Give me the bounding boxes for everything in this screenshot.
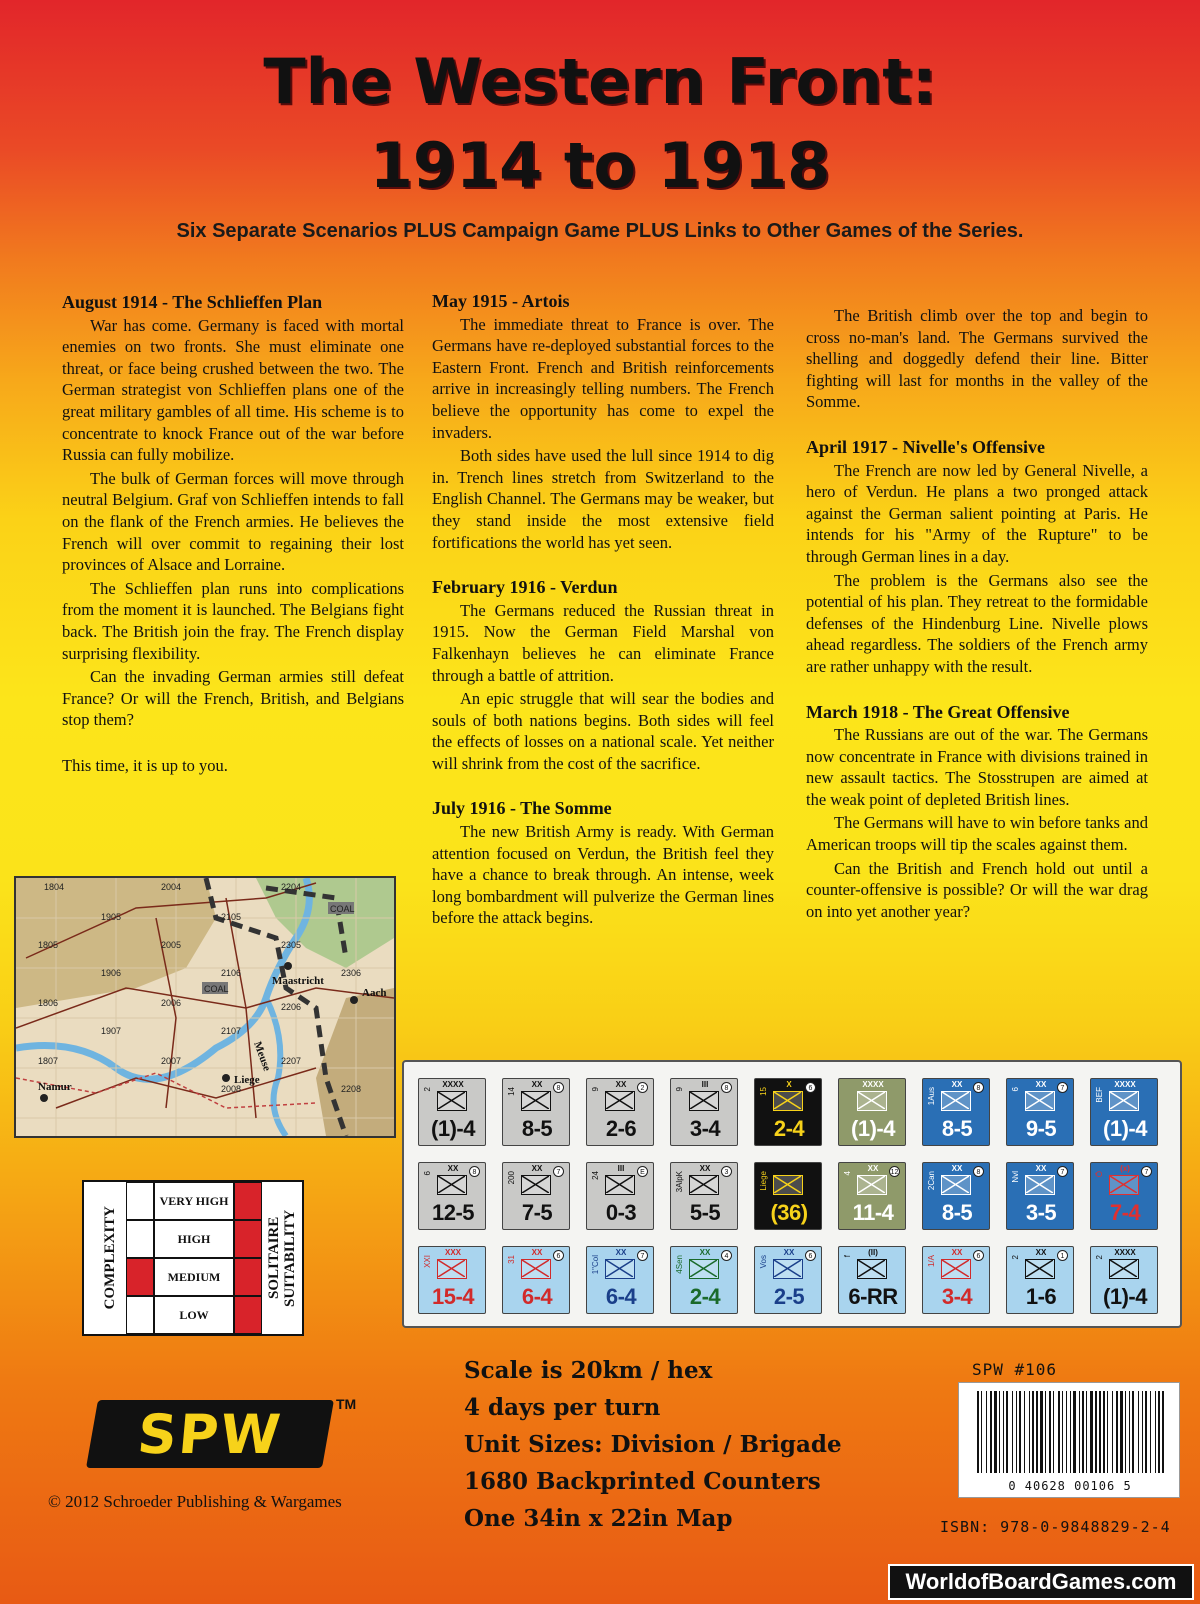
- unit-symbol: [605, 1091, 635, 1111]
- barcode-bar: [986, 1391, 987, 1473]
- hex-label: 2208: [341, 1084, 362, 1094]
- unit-ident: 24: [591, 1171, 600, 1180]
- barcode-bar: [1090, 1391, 1093, 1473]
- paragraph: Both sides have used the lull since 1914 to dig in. Trench lines stretch from Switzerland to the English Channel. The Germans may be weaker, but they stand inside the most extensive field fortifications the world has yet seen.: [432, 446, 774, 552]
- unit-symbol: [1025, 1091, 1055, 1111]
- unit-symbol: [605, 1175, 635, 1195]
- spec-map: One 34in x 22in Map: [464, 1505, 733, 1532]
- complexity-table: [82, 1180, 304, 1336]
- unit-value: 2-4: [689, 1284, 721, 1309]
- heading-march-1918: March 1918 - The Great Offensive: [806, 701, 1070, 722]
- unit-symbol: [857, 1259, 887, 1279]
- unit-ident: 1Aus: [927, 1087, 936, 1106]
- title-line-2: 1914 to 1918: [369, 129, 831, 202]
- unit-size: XX: [783, 1248, 795, 1257]
- solitaire-marker: [234, 1258, 262, 1296]
- unit-counter: [922, 1162, 990, 1230]
- watermark: WorldofBoardGames.com: [888, 1564, 1194, 1600]
- unit-symbol: [857, 1091, 887, 1111]
- hex-label: 2008: [221, 1084, 242, 1094]
- unit-symbol: [1109, 1175, 1139, 1195]
- unit-symbol: [1109, 1259, 1139, 1279]
- unit-symbol: [689, 1091, 719, 1111]
- unit-value: 3-4: [689, 1116, 721, 1141]
- unit-badge: 12: [889, 1166, 900, 1177]
- map-graphic: [16, 878, 394, 1136]
- hex-label: 2004: [161, 882, 182, 892]
- unit-badge: 8: [973, 1166, 984, 1177]
- counter-sample-panel: [402, 1060, 1182, 1328]
- unit-symbol: [1025, 1259, 1055, 1279]
- paragraph: The Germans will have to win before tanks and American troops will tip the scales against them.: [806, 813, 1148, 855]
- heading-may-1915: May 1915 - Artois: [432, 291, 570, 311]
- unit-ident: 15: [759, 1087, 768, 1096]
- unit-size: XX: [615, 1080, 627, 1089]
- unit-symbol: [773, 1259, 803, 1279]
- barcode-bar: [1125, 1391, 1126, 1473]
- unit-badge: 2: [637, 1082, 648, 1093]
- unit-counter: [418, 1246, 486, 1314]
- paragraph: The Schlieffen plan runs into complications from the moment it is launched. The Belgians fight back. The British join the fray. The French display surprising flexibility.: [62, 578, 404, 663]
- heading-april-1917: April 1917 - Nivelle's Offensive: [806, 436, 1045, 457]
- unit-symbol: [689, 1175, 719, 1195]
- barcode-bar: [999, 1391, 1000, 1473]
- unit-badge: 8: [553, 1082, 564, 1093]
- hex-label: 2207: [281, 1056, 302, 1066]
- hex-label: 1804: [44, 882, 65, 892]
- unit-ident: Ö: [1095, 1171, 1104, 1178]
- barcode-bar: [1049, 1391, 1051, 1473]
- unit-counter: [670, 1078, 738, 1146]
- unit-ident: 1"Col: [591, 1255, 600, 1275]
- barcode-bar: [1045, 1391, 1046, 1473]
- unit-size: XXXX: [1114, 1248, 1136, 1257]
- unit-symbol: [941, 1259, 971, 1279]
- unit-value: (1)-4: [1103, 1116, 1147, 1141]
- unit-symbol: [689, 1259, 719, 1279]
- unit-badge: 7: [1057, 1166, 1068, 1177]
- barcode-bar: [1029, 1391, 1030, 1473]
- unit-value: 3-5: [1025, 1200, 1057, 1225]
- unit-value: 8-5: [941, 1116, 973, 1141]
- hex-label: 2106: [221, 968, 242, 978]
- barcode-bar: [1079, 1391, 1080, 1473]
- unit-ident: 4: [843, 1171, 852, 1176]
- unit-badge: 8: [721, 1082, 732, 1093]
- barcode-bar: [1132, 1391, 1134, 1473]
- unit-size: XX: [951, 1164, 963, 1173]
- barcode-bar: [1129, 1391, 1130, 1473]
- unit-value: 6-RR: [848, 1284, 898, 1309]
- hex-label: 2306: [341, 968, 362, 978]
- unit-value: 8-5: [521, 1116, 553, 1141]
- barcode-bar: [1086, 1391, 1087, 1473]
- solitaire-marker: [234, 1182, 262, 1220]
- spw-logo: SPW: [86, 1400, 334, 1468]
- unit-value: 8-5: [941, 1200, 973, 1225]
- barcode-bar: [1142, 1391, 1143, 1473]
- copyright: © 2012 Schroeder Publishing & Wargames: [48, 1492, 342, 1511]
- hex-label: 1905: [101, 912, 122, 922]
- barcode-bar: [977, 1391, 979, 1473]
- unit-counter: [586, 1246, 654, 1314]
- product-code: SPW #106: [972, 1360, 1058, 1379]
- unit-ident: 2: [1011, 1255, 1020, 1260]
- unit-symbol: [1109, 1091, 1139, 1111]
- barcode-bar: [1003, 1391, 1004, 1473]
- unit-ident: Liege: [759, 1171, 768, 1191]
- unit-size: XX: [531, 1248, 543, 1257]
- barcode-bar: [1155, 1391, 1156, 1473]
- barcode-bar: [1058, 1391, 1060, 1473]
- unit-badge: 7: [637, 1250, 648, 1261]
- unit-size: XX: [531, 1164, 543, 1173]
- unit-counter: [754, 1246, 822, 1314]
- unit-value: (1)-4: [851, 1116, 895, 1141]
- city-maastricht: Maastricht: [272, 975, 324, 987]
- unit-size: XXXX: [1114, 1080, 1136, 1089]
- unit-counter: [586, 1078, 654, 1146]
- unit-badge: 8: [973, 1082, 984, 1093]
- hex-label: 2107: [221, 1026, 242, 1036]
- unit-value: (36): [770, 1200, 808, 1225]
- paragraph: The British climb over the top and begin to cross no-man's land. The Germans survived the shelling and doggedly defend their line. Bitter fighting will last for months in the valley of the Somme.: [806, 306, 1148, 412]
- hex-label: 2006: [161, 998, 182, 1008]
- unit-badge: E: [637, 1166, 648, 1177]
- unit-counter: [418, 1162, 486, 1230]
- hex-label: 1806: [38, 998, 59, 1008]
- unit-badge: 7: [1057, 1082, 1068, 1093]
- unit-value: 2-6: [605, 1116, 637, 1141]
- unit-badge: 4: [721, 1250, 732, 1261]
- hex-label: 2204: [281, 882, 302, 892]
- unit-counter: [418, 1078, 486, 1146]
- hex-label: 1807: [38, 1056, 59, 1066]
- unit-counter: [1006, 1162, 1074, 1230]
- unit-size: XX: [1035, 1248, 1047, 1257]
- unit-size: XX: [699, 1164, 711, 1173]
- unit-badge: 7: [1141, 1166, 1152, 1177]
- coal-label: COAL: [330, 904, 355, 914]
- paragraph: The problem is the Germans also see the potential of his plan. They retreat to the formidable defenses of the Hindenburg Line. Nivelle plows ahead regardless. The soldiers of the French army are rather unhappy with the result.: [806, 570, 1148, 676]
- hex-label: 1805: [38, 940, 59, 950]
- heading-july-1916: July 1916 - The Somme: [432, 798, 612, 819]
- barcode-bar: [1053, 1391, 1054, 1473]
- unit-size: XX: [1035, 1164, 1047, 1173]
- coal-label: COAL: [204, 984, 229, 994]
- barcode-bar: [981, 1391, 982, 1473]
- city-liege: Liege: [234, 1074, 260, 1086]
- complexity-label: COMPLEXITY: [102, 1206, 118, 1310]
- unit-ident: 3AlpK: [675, 1171, 684, 1193]
- barcode-bar: [1082, 1391, 1084, 1473]
- unit-size: XX: [867, 1164, 879, 1173]
- unit-symbol: [857, 1175, 887, 1195]
- unit-symbol: [773, 1175, 803, 1195]
- barcode-bar: [1116, 1391, 1118, 1473]
- unit-badge: 7: [553, 1166, 564, 1177]
- unit-value: 12-5: [431, 1200, 475, 1225]
- paragraph: The immediate threat to France is over. The Germans have re-deployed substantial forces to the Eastern Front. French and British reinforcements arrive in increasingly telling numbers. The French believe the opportunity has come to expel the invaders.: [432, 314, 774, 442]
- unit-counter: [670, 1246, 738, 1314]
- complexity-marker: [126, 1296, 154, 1334]
- spec-scale: Scale is 20km / hex: [464, 1357, 713, 1384]
- barcode-bar: [1006, 1391, 1008, 1473]
- unit-size: XX: [951, 1248, 963, 1257]
- unit-ident: 2Can: [927, 1171, 936, 1191]
- solitaire-label: SOLITAIRE SUITABILITY: [266, 1209, 298, 1307]
- solitaire-marker: [234, 1296, 262, 1334]
- closing-line: This time, it is up to you.: [62, 755, 228, 775]
- unit-counter: [1090, 1078, 1158, 1146]
- unit-symbol: [437, 1259, 467, 1279]
- unit-ident: 9: [591, 1087, 600, 1092]
- unit-ident: 4Sen: [675, 1255, 684, 1274]
- unit-counter: [502, 1246, 570, 1314]
- text-column-1: [62, 292, 404, 778]
- paragraph: The Germans reduced the Russian threat in 1915. Now the German Field Marshal von Falkenhayn believes he can eliminate France through a battle of attrition.: [432, 600, 774, 685]
- unit-counter: [502, 1078, 570, 1146]
- unit-ident: XXI: [423, 1255, 432, 1268]
- barcode-bar: [1150, 1391, 1151, 1473]
- city-namur: Namur: [38, 1081, 72, 1093]
- city-marker: [222, 1074, 230, 1082]
- unit-size: (x): [1120, 1164, 1130, 1173]
- unit-symbol: [941, 1091, 971, 1111]
- unit-symbol: [941, 1175, 971, 1195]
- unit-ident: f: [843, 1255, 852, 1258]
- barcode-bar: [1073, 1391, 1076, 1473]
- unit-value: 9-5: [1025, 1116, 1057, 1141]
- barcode: [958, 1382, 1180, 1498]
- barcode-bar: [1112, 1391, 1113, 1473]
- complexity-level: LOW: [154, 1296, 234, 1334]
- complexity-marker: [126, 1258, 154, 1296]
- unit-badge: 8: [469, 1166, 480, 1177]
- spec-counters: 1680 Backprinted Counters: [464, 1468, 821, 1495]
- complexity-level: MEDIUM: [154, 1258, 234, 1296]
- barcode-bars: [973, 1391, 1167, 1473]
- barcode-bar: [1162, 1391, 1164, 1473]
- unit-size: XX: [447, 1164, 459, 1173]
- unit-symbol: [521, 1091, 551, 1111]
- barcode-bar: [994, 1391, 997, 1473]
- unit-counter: [838, 1246, 906, 1314]
- paragraph: War has come. Germany is faced with mortal enemies on two fronts. She must eliminate one threat, or face being crushed between the two. The German strategist von Schlieffen plans one of the great military gambles of all time. His scheme is to concentrate to knock France out of the war before Russia can fully mobilize.: [62, 315, 404, 465]
- barcode-digits: 0 40628 00106 5: [1008, 1479, 1132, 1493]
- paragraph: An epic struggle that will sear the bodies and souls of both nations begins. Both sides will feel the effects of losses on a national scale. Yet neither will shrink from the cost of the sacrifice.: [432, 689, 774, 773]
- unit-size: III: [617, 1164, 625, 1173]
- unit-size: XX: [1035, 1080, 1047, 1089]
- spec-units: Unit Sizes: Division / Brigade: [464, 1431, 842, 1458]
- barcode-bar: [1095, 1391, 1097, 1473]
- unit-size: XX: [699, 1248, 711, 1257]
- paragraph: The new British Army is ready. With German attention focused on Verdun, the British feel they have a chance to break through. An intense, week long bombardment will pulverize the German lines before the attack begins.: [432, 822, 774, 928]
- text-column-3: [806, 305, 1148, 924]
- complexity-level: VERY HIGH: [154, 1182, 234, 1220]
- unit-counter: [1006, 1078, 1074, 1146]
- spec-turn: 4 days per turn: [464, 1394, 661, 1421]
- unit-value: 15-4: [431, 1284, 475, 1309]
- unit-symbol: [521, 1259, 551, 1279]
- paragraph: Can the invading German armies still defeat France? Or will the French, British, and Belgians stop them?: [62, 667, 404, 730]
- heading-august-1914: August 1914 - The Schlieffen Plan: [62, 292, 323, 312]
- unit-ident: 1/A: [927, 1255, 936, 1268]
- unit-ident: 6: [423, 1171, 432, 1176]
- hex-label: 1906: [101, 968, 122, 978]
- unit-counter: [754, 1078, 822, 1146]
- unit-size: XXX: [444, 1248, 461, 1257]
- text-column-2: [432, 291, 774, 931]
- hex-label: 2305: [281, 940, 302, 950]
- barcode-bar: [1032, 1391, 1034, 1473]
- barcode-bar: [1019, 1391, 1021, 1473]
- unit-counter: [586, 1162, 654, 1230]
- unit-symbol: [605, 1259, 635, 1279]
- unit-counter: [838, 1162, 906, 1230]
- unit-ident: 14: [507, 1087, 516, 1096]
- barcode-bar: [990, 1391, 992, 1473]
- barcode-bar: [1107, 1391, 1108, 1473]
- barcode-bar: [1024, 1391, 1025, 1473]
- unit-badge: 6: [553, 1250, 564, 1261]
- hex-label: 2007: [161, 1056, 182, 1066]
- unit-symbol: [1025, 1175, 1055, 1195]
- unit-size: XXXX: [862, 1080, 884, 1089]
- barcode-bar: [1070, 1391, 1071, 1473]
- unit-counter: [670, 1162, 738, 1230]
- unit-counter: [754, 1162, 822, 1230]
- paragraph: The bulk of German forces will move through neutral Belgium. Graf von Schlieffen intends to fall on the flank of the French armies. He believes the French will over commit to regaining their lost provinces of Alsace and Lorraine.: [62, 468, 404, 575]
- barcode-bar: [1016, 1391, 1017, 1473]
- unit-ident: 9: [675, 1087, 684, 1092]
- unit-counter: [922, 1246, 990, 1314]
- unit-counter: [1006, 1246, 1074, 1314]
- unit-counter: [1090, 1162, 1158, 1230]
- unit-ident: 2: [1095, 1255, 1104, 1260]
- paragraph: Can the British and French hold out until a counter-offensive is possible? Or will the war drag on into yet another year?: [806, 858, 1148, 921]
- barcode-bar: [1062, 1391, 1063, 1473]
- city-marker: [350, 996, 358, 1004]
- city-marker: [284, 962, 292, 970]
- unit-badge: 1: [1057, 1250, 1068, 1261]
- unit-value: 1-6: [1025, 1284, 1057, 1309]
- unit-badge: 6: [805, 1082, 816, 1093]
- unit-value: 5-5: [689, 1200, 721, 1225]
- unit-value: 7-5: [521, 1200, 553, 1225]
- unit-counter: [838, 1078, 906, 1146]
- unit-ident: BEF: [1095, 1087, 1104, 1103]
- unit-ident: 31: [507, 1255, 516, 1264]
- paragraph: The Russians are out of the war. The Germans now concentrate in France with divisions trained in new assault tactics. The Stosstrupen are aimed at the weak point of depleted British lines.: [806, 725, 1148, 809]
- barcode-bar: [1040, 1391, 1043, 1473]
- city-marker: [40, 1094, 48, 1102]
- subtitle: Six Separate Scenarios PLUS Campaign Game PLUS Links to Other Games of the Series.: [176, 220, 1024, 242]
- unit-badge: 3: [721, 1166, 732, 1177]
- unit-size: XX: [615, 1248, 627, 1257]
- unit-value: (1)-4: [1103, 1284, 1147, 1309]
- city-aach: Aach: [362, 987, 387, 999]
- barcode-bar: [1066, 1391, 1067, 1473]
- isbn: ISBN: 978-0-9848829-2-4: [940, 1518, 1171, 1536]
- unit-symbol: [521, 1175, 551, 1195]
- unit-badge: 6: [805, 1250, 816, 1261]
- unit-value: 2-5: [773, 1284, 805, 1309]
- unit-value: 2-4: [773, 1116, 805, 1141]
- unit-value: 11-4: [852, 1200, 894, 1225]
- unit-size: III: [701, 1080, 709, 1089]
- complexity-level: HIGH: [154, 1220, 234, 1258]
- game-specs: [464, 1352, 884, 1537]
- unit-value: 6-4: [605, 1284, 637, 1309]
- unit-ident: 2: [423, 1087, 432, 1092]
- heading-feb-1916: February 1916 - Verdun: [432, 577, 618, 598]
- box-title: [0, 40, 1200, 208]
- hex-label: 1907: [101, 1026, 122, 1036]
- complexity-marker: [126, 1220, 154, 1258]
- unit-size: X: [786, 1080, 792, 1089]
- unit-counter: [922, 1078, 990, 1146]
- barcode-bar: [1103, 1391, 1105, 1473]
- barcode-bar: [1138, 1391, 1139, 1473]
- unit-value: 7-4: [1109, 1200, 1141, 1225]
- map-excerpt: [14, 876, 396, 1138]
- barcode-bar: [1120, 1391, 1123, 1473]
- unit-ident: Nvl: [1011, 1171, 1020, 1183]
- barcode-bar: [1145, 1391, 1147, 1473]
- unit-value: 6-4: [521, 1284, 553, 1309]
- barcode-bar: [1099, 1391, 1101, 1473]
- unit-value: 0-3: [605, 1200, 637, 1225]
- title-line-1: The Western Front:: [263, 45, 937, 118]
- barcode-bar: [1036, 1391, 1038, 1473]
- unit-counter: [502, 1162, 570, 1230]
- river-meuse: Meuse: [251, 1039, 273, 1073]
- solitaire-marker: [234, 1220, 262, 1258]
- hex-label: 2005: [161, 940, 182, 950]
- hex-label: 2206: [281, 1002, 302, 1012]
- complexity-marker: [126, 1182, 154, 1220]
- unit-ident: 6: [1011, 1087, 1020, 1092]
- barcode-bar: [1012, 1391, 1013, 1473]
- unit-size: (II): [868, 1248, 878, 1257]
- unit-size: XXXX: [442, 1080, 464, 1089]
- unit-value: (1)-4: [431, 1116, 475, 1141]
- unit-symbol: [773, 1091, 803, 1111]
- paragraph: The French are now led by General Nivelle, a hero of Verdun. He plans a two pronged attack against the German salient pointing at Paris. He intends for his "Army of the Rupture" to be through German lines in a day.: [806, 460, 1148, 566]
- unit-ident: 200: [507, 1171, 516, 1185]
- hex-label: 2105: [221, 912, 242, 922]
- trademark-mark: TM: [336, 1396, 357, 1412]
- unit-counter: [1090, 1246, 1158, 1314]
- unit-size: XX: [531, 1080, 543, 1089]
- unit-symbol: [437, 1175, 467, 1195]
- unit-ident: Vos: [759, 1255, 768, 1269]
- unit-value: 3-4: [941, 1284, 973, 1309]
- barcode-bar: [1158, 1391, 1160, 1473]
- unit-size: XX: [951, 1080, 963, 1089]
- unit-badge: 6: [973, 1250, 984, 1261]
- unit-symbol: [437, 1091, 467, 1111]
